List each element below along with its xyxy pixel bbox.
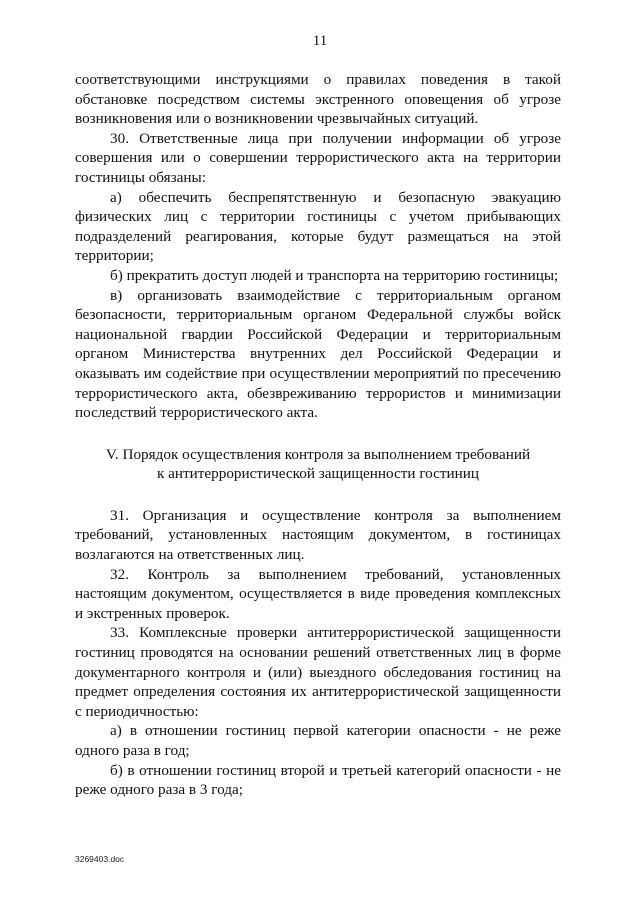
page-number: 11 (312, 33, 328, 49)
section-heading-line-2: к антитеррористической защищенности гостиниц (156, 465, 480, 483)
paragraph-33a: а) в отношении гостиниц первой категории опасности - не реже одного раза в год; (75, 722, 561, 759)
paragraph-continuation: соответствующими инструкциями о правилах поведения в такой обстановке посредством системы экстренного оповещения об угрозе возникновения или о возникновении чрезвычайных ситуаций. (75, 71, 561, 128)
document-body (75, 70, 561, 800)
paragraph-30b: б) прекратить доступ людей и транспорта на территорию гостиницы; (110, 266, 559, 284)
paragraph-30: 30. Ответственные лица при получении информации об угрозе совершения или о совершении террористического акта на территории гостиницы обязаны: (75, 129, 561, 186)
paragraph-30a: а) обеспечить беспрепятственную и безопасную эвакуацию физических лиц с территории гостиницы с учетом прибывающих подразделений реагирования, которые будут размещаться на этой территории; (75, 188, 561, 265)
paragraph-33b: б) в отношении гостиниц второй и третьей категорий опасности - не реже одного раза в 3 года; (75, 761, 561, 799)
footer-document-code: 3269403.doc (75, 854, 125, 864)
paragraph-30c: в) организовать взаимодействие с территориальным органом безопасности, территориальным органом Федеральной службы войск национальной гвардии Российской Федерации и территориальным органом Министерства внутренних дел Российской Федерации и оказывать им содействие при осуществлении мероприятий по пресечению террористического акта, обезвреживанию террористов и минимизации последствий террористического акта. (75, 286, 561, 422)
paragraph-31: 31. Организация и осуществление контроля за выполнением требований, установленных настоящим документом, в гостиницах возлагаются на ответственных лиц. (75, 506, 561, 564)
section-heading-line-1: V. Порядок осуществления контроля за выполнением требований (105, 445, 531, 463)
section-heading (75, 445, 561, 484)
paragraph-33: 33. Комплексные проверки антитеррористической защищенности гостиниц проводятся на основании решений ответственных лиц в форме документарного контроля и (или) выездного обследования гостиниц на предмет определения состояния их антитеррористической защищенности с периодичностью: (75, 624, 561, 720)
paragraph-32: 32. Контроль за выполнением требований, установленных настоящим документом, осуществляется в виде проведения комплексных и экстренных проверок. (75, 565, 561, 622)
